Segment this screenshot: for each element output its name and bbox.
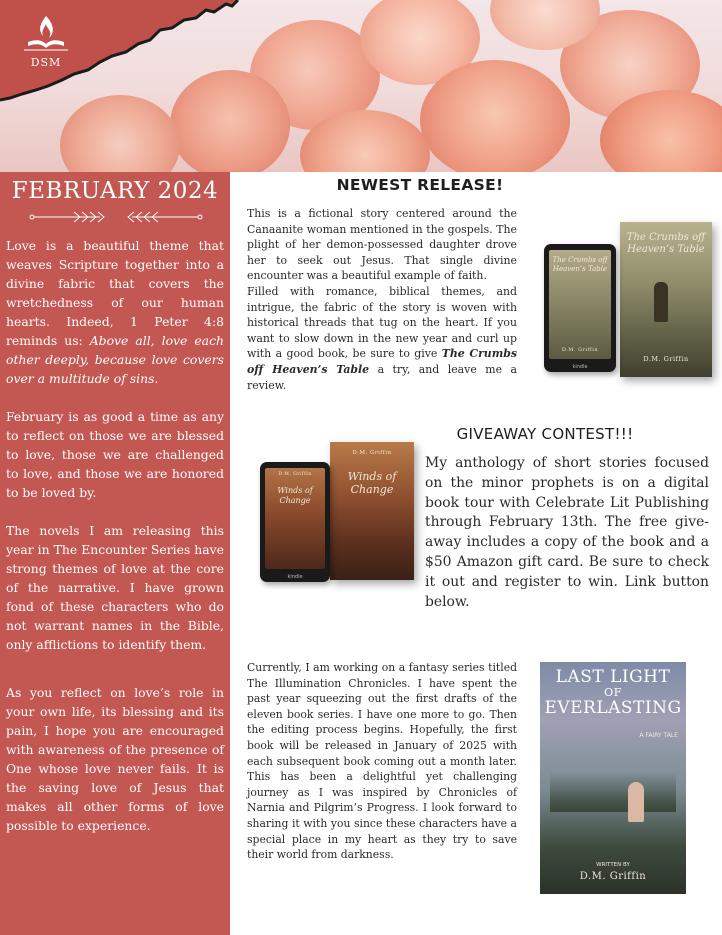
newest-release-text [247, 206, 517, 393]
cover-author: D.M. Griffin [352, 450, 392, 456]
cover-title: The Crumbs off Heaven’s Table [552, 256, 608, 273]
release-text: Filled with romance, biblical themes, and intrigue, the fabric of the story is woven with historical threads that tug on the heart. If you want to slow down in the new year and curl up with a good book, be sure to give [247, 284, 517, 361]
month-title: FEBRUARY 2024 [11, 178, 219, 204]
cover-landscape [550, 772, 676, 812]
paragraph-text: Love is a beautiful theme that weaves Scripture together into a divine fabric that covers the wretchedness of our human hearts. Indeed, 1 Peter 4:8 reminds us: [6, 238, 224, 348]
sidebar [0, 172, 230, 935]
sidebar-paragraph: February is as good a time as any to reflect on those we are blessed to love, those we are challenged to love, and those we are honored to be loved by. [6, 409, 224, 500]
ereader-device [260, 462, 330, 582]
cover-title-line: OF [604, 686, 622, 699]
winds-book-image [258, 440, 418, 590]
cover-author: D.M. Griffin [278, 472, 312, 477]
ereader-screen [265, 468, 325, 569]
book-title-link: The Crumbs off Heaven’s Table [247, 347, 517, 376]
flame-book-icon [14, 12, 78, 58]
hardcover-book [620, 222, 712, 377]
giveaway-text: My anthology of short stories focused on the minor prophets is on a digital book tour with Celebrate Lit Publishing through February 13th. The free give-away includes a copy of the book and a $50 Amazon gift card. Be sure to check it out and register to win. Link button below. [425, 455, 709, 610]
device-brand: kindle [287, 574, 303, 580]
sidebar-paragraph: The novels I am releasing this year in The Encounter Series have strong themes of love at the core of the narrative. I have grown fond of these characters who do not warrant names in the Bible, only afflictions to identify them. [6, 523, 224, 652]
release-paragraph: This is a fictional story centered around the Canaanite woman mentioned in the gospels. The plight of her demon-possessed daughter drove her to seek out Jesus. That single divine encounter was a beautiful example of faith. [247, 207, 517, 283]
cover-title-line: LAST LIGHT [555, 667, 671, 687]
cover-title [540, 668, 686, 718]
current-work-text: Currently, I am working on a fantasy series titled The Illumination Chronicles. I have spent the past year squeezing out the first drafts of the eleven book series. I have one more to go. Then the editing process begins. Hopefully, the first book will be released in January of 2025 with each subsequent book coming out a month later. This has been a delightful yet challenging journey as I was inspired by Chronicles of Narnia and Pilgrim’s Progress. I look forward to sharing it with you since these characters have a special place in my heart as they try to save their world from darkness. [247, 661, 517, 862]
sidebar-paragraph: As you reflect on love’s role in your own life, its blessing and its pain, I hope you are encouraged with awareness of the presence of One whose love never fails. It is the saving love of Jesus that makes all other forms of love possible to experience. [6, 685, 224, 833]
header-banner [0, 0, 722, 172]
torn-paper-overlay [0, 0, 722, 172]
logo-text: DSM [30, 56, 62, 69]
cover-title: The Crumbs off Heaven’s Table [626, 232, 706, 255]
ornamental-divider [28, 210, 204, 224]
ereader-screen [549, 250, 611, 359]
figure-silhouette [628, 782, 644, 822]
cover-author: D.M. Griffin [579, 871, 647, 882]
cover-author: D.M. Griffin [561, 347, 599, 353]
giveaway-heading: GIVEAWAY CONTEST!!! [456, 425, 634, 443]
cover-title: Winds of Change [347, 470, 397, 496]
release-paragraph [247, 284, 517, 393]
figure-silhouette [654, 282, 668, 322]
ereader-device [544, 244, 616, 372]
newest-release-heading: NEWEST RELEASE! [336, 176, 504, 194]
release-text: a try, and leave me a review. [247, 362, 517, 392]
cover-author: D.M. Griffin [643, 355, 689, 363]
cover-written-by: WRITTEN BY [596, 862, 630, 868]
cover-title-line: EVERLASTING [544, 698, 682, 718]
hardcover-book [330, 442, 414, 580]
cover-title: Winds of Change [277, 486, 313, 505]
device-brand: kindle [572, 364, 588, 370]
site-logo [14, 12, 78, 74]
crumbs-book-image [540, 220, 715, 380]
scripture-quote: Above all, love each other deeply, because love covers over a multitude of sins. [6, 333, 224, 386]
cover-subtitle: A FAIRY TALE [639, 732, 678, 739]
last-light-book-cover [540, 662, 686, 894]
sidebar-paragraph [6, 236, 224, 388]
